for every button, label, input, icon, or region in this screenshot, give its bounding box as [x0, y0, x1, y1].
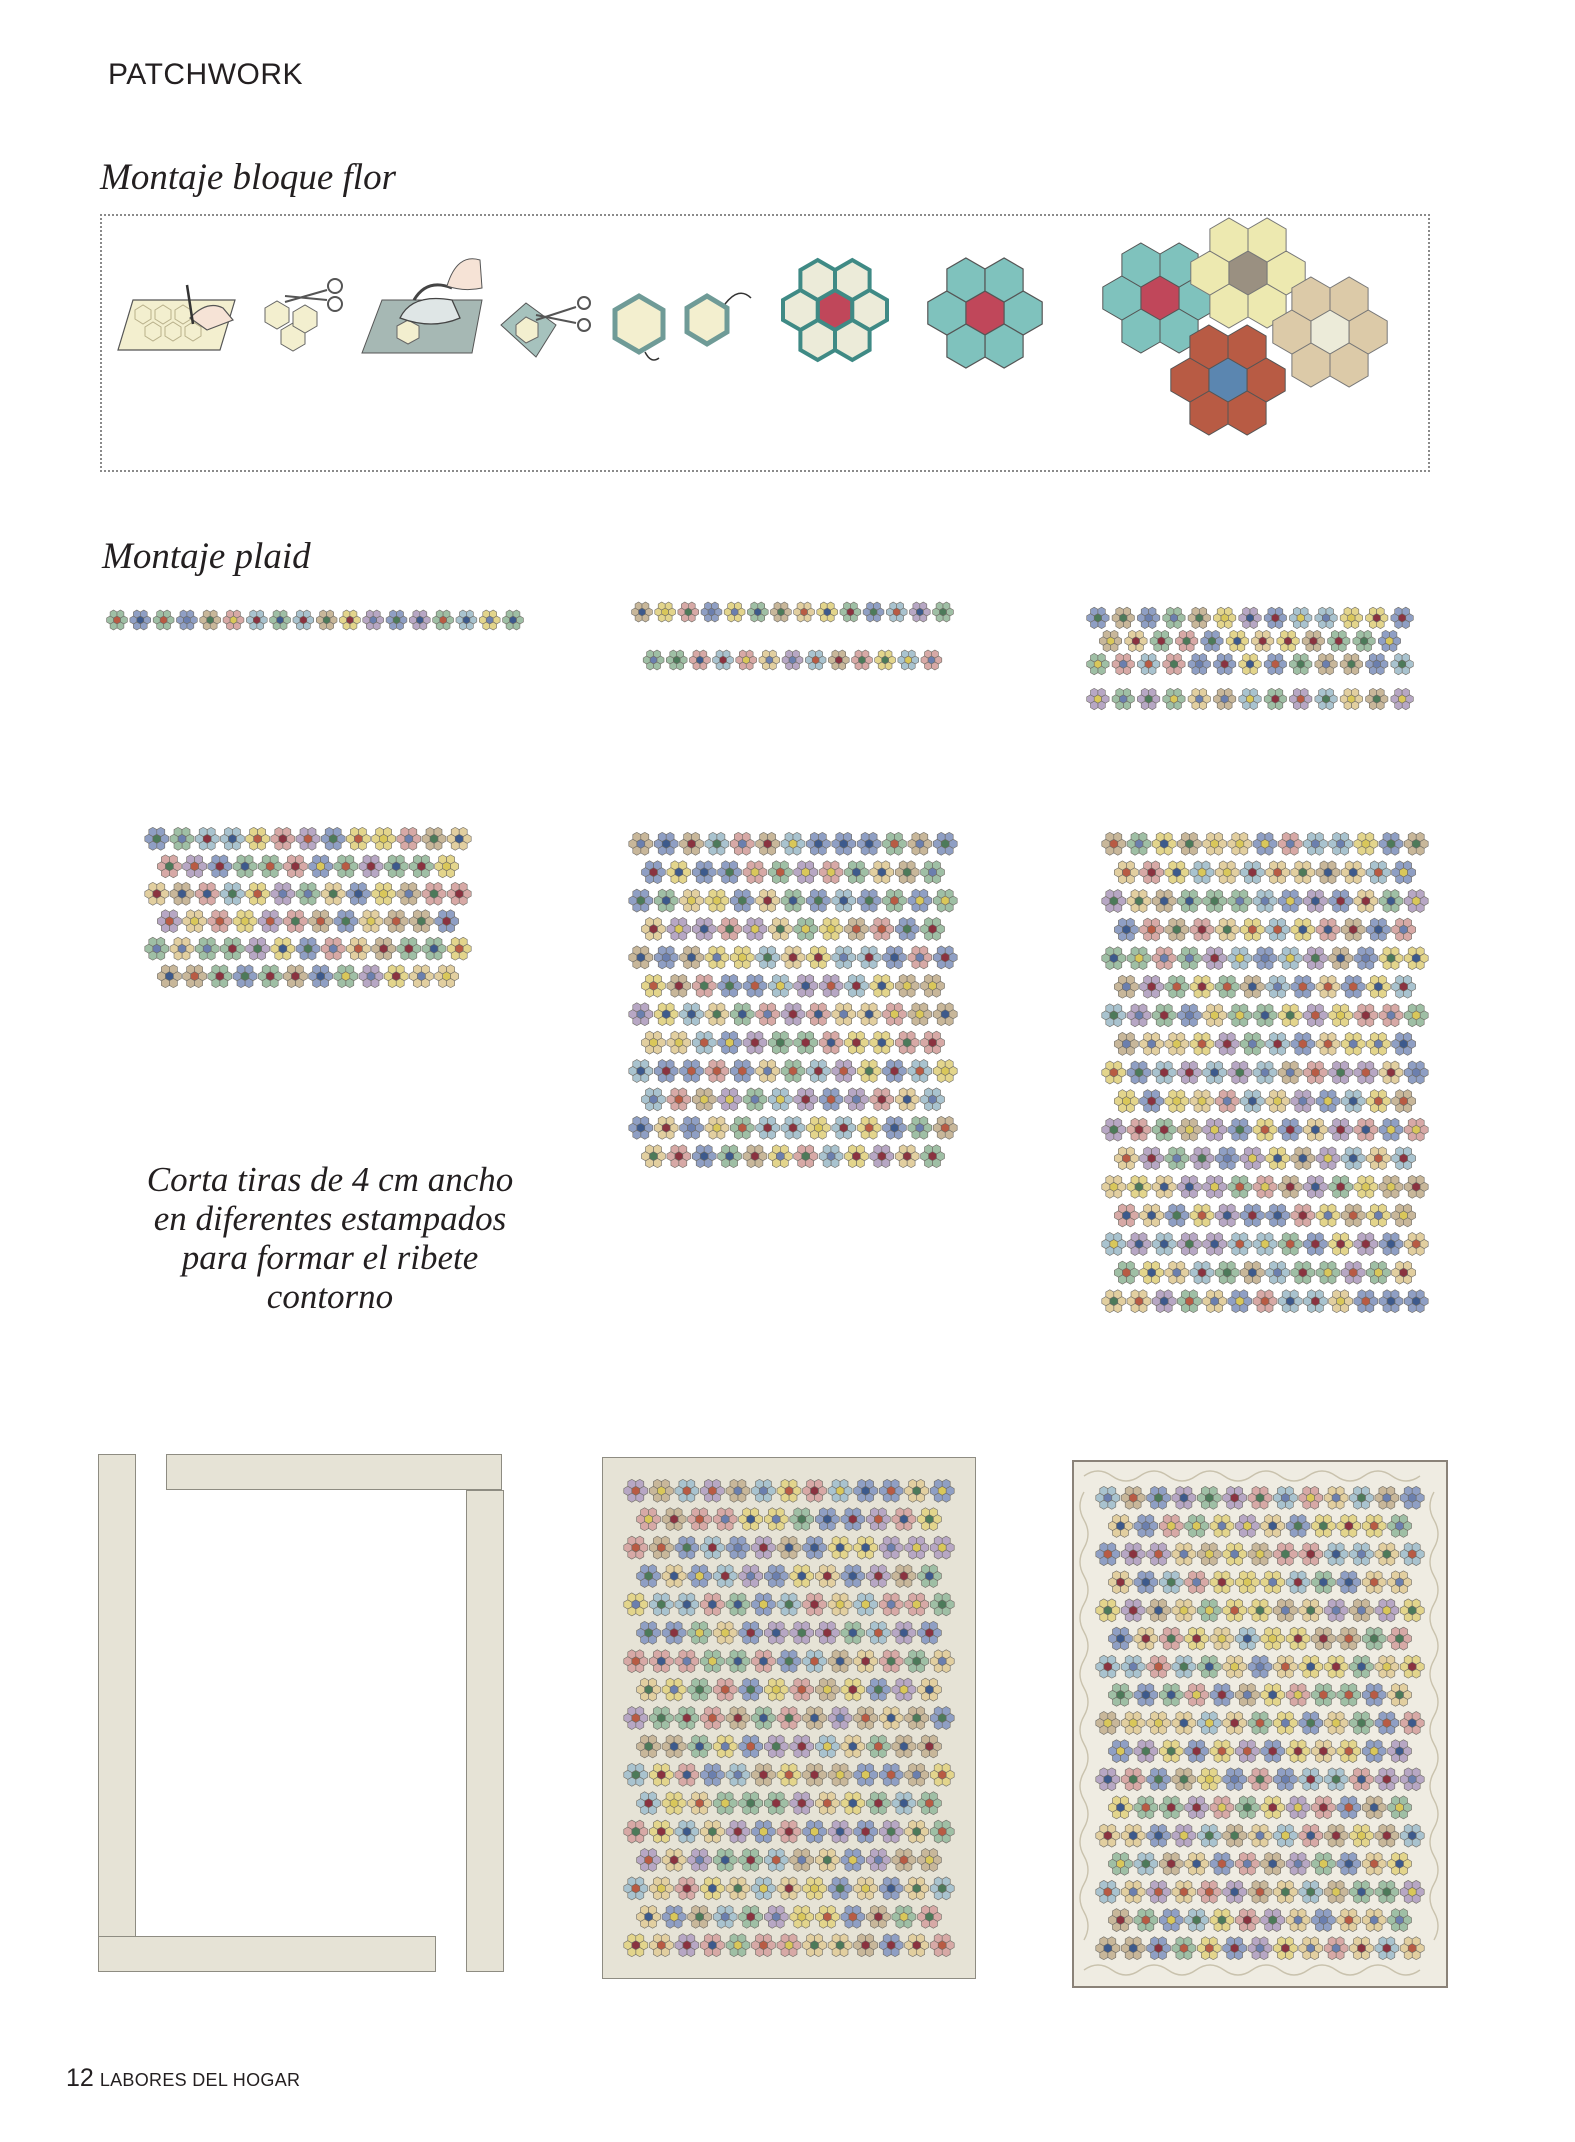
border-strip-right: [466, 1490, 504, 1972]
finished-quilt-centre: [1094, 1484, 1426, 1962]
scissors-icon: [255, 272, 350, 362]
page-footer: [66, 2064, 300, 2093]
magazine-name: LABORES DEL HOGAR: [99, 2070, 301, 2090]
border-strip-bottom: [98, 1936, 436, 1972]
rosette-assembly-icon: [770, 248, 900, 378]
border-strip-left: [98, 1454, 136, 1960]
border-strip-top: [166, 1454, 502, 1490]
plaid-rows-double: [630, 600, 955, 672]
section-label: PATCHWORK: [108, 58, 304, 91]
plaid-section-medium: [627, 830, 959, 1170]
iron-icon: [352, 248, 492, 358]
page-number: 12: [66, 2064, 94, 2092]
heading-plaid: Montaje plaid: [102, 536, 311, 577]
plaid-section-small: [143, 825, 473, 990]
quilt-centre: [622, 1477, 956, 1959]
plaid-section-large: [1100, 830, 1430, 1315]
template-cutting-icon: [115, 280, 240, 360]
heading-flower-block: Montaje bloque flor: [100, 157, 396, 198]
basting-icon: [496, 285, 596, 365]
flower-rosette-icon: [920, 248, 1050, 378]
plaid-rows-extra: [1085, 680, 1415, 718]
binding-caption: Corta tiras de 4 cm ancho en diferentes estampados para formar el ribete contorno: [146, 1160, 514, 1316]
plaid-row-single: [105, 600, 525, 640]
plaid-rows-strip: [1085, 605, 1415, 677]
joined-flowers-icon: [1098, 228, 1408, 458]
hexagon-sewing-icon: [605, 282, 765, 372]
